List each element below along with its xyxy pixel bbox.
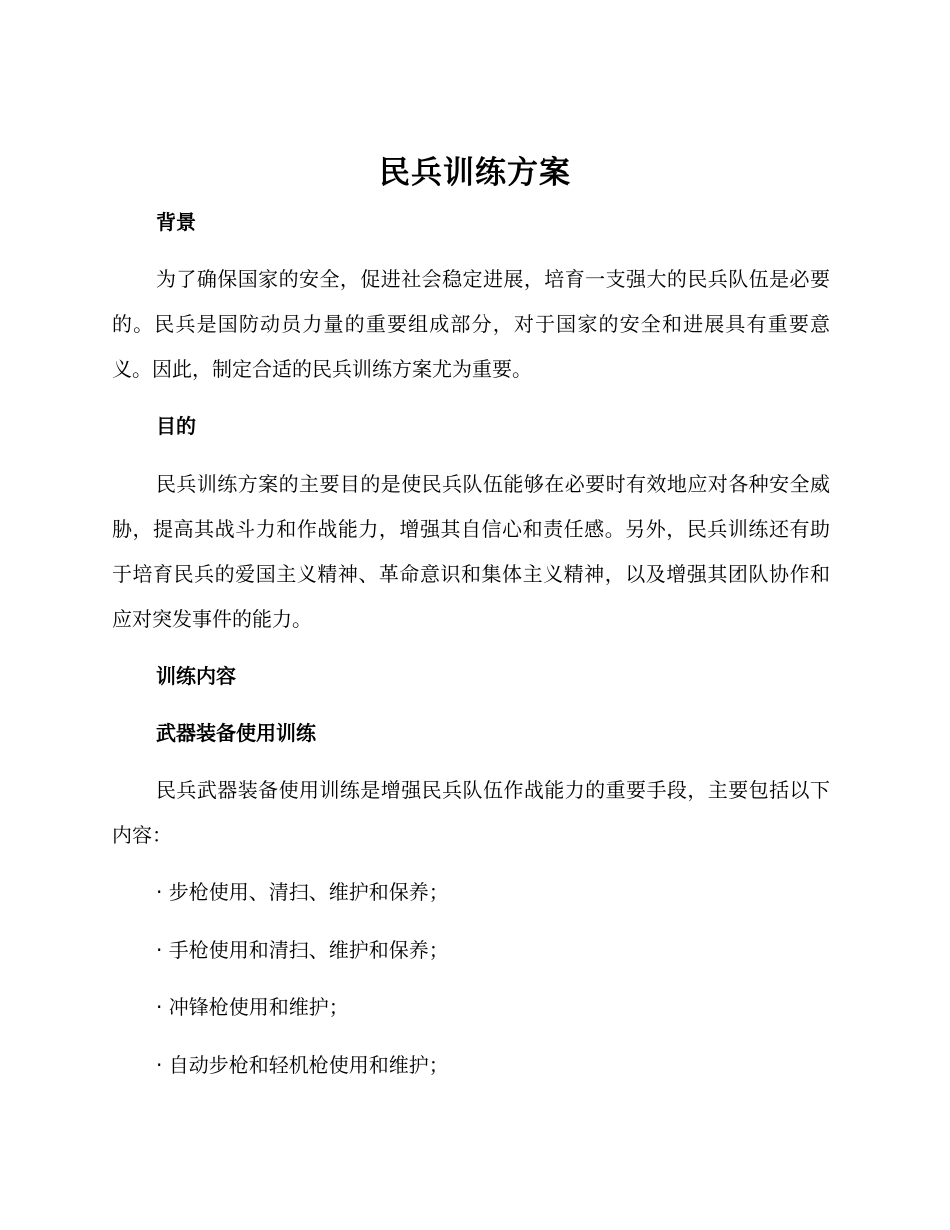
purpose-paragraph: 民兵训练方案的主要目的是使民兵队伍能够在必要时有效地应对各种安全威胁，提高其战斗力和作战能力，增强其自信心和责任感。另外，民兵训练还有助于培育民兵的爱国主义精神、革命意识和集体主义精神，以及增强其团队协作和应对突发事件的能力。 — [112, 472, 830, 631]
list-item: · 步枪使用、清扫、维护和保养； — [156, 880, 449, 904]
list-item: · 冲锋枪使用和维护； — [156, 995, 349, 1019]
training-paragraph: 民兵武器装备使用训练是增强民兵队伍作战能力的重要手段，主要包括以下内容： — [112, 778, 830, 847]
list-item: · 自动步枪和轻机枪使用和维护； — [156, 1053, 449, 1077]
section-heading-purpose: 目的 — [156, 414, 196, 438]
list-item: · 手枪使用和清扫、维护和保养； — [156, 938, 449, 962]
document-title: 民兵训练方案 — [379, 155, 571, 191]
subheading-weapons-training: 武器装备使用训练 — [156, 721, 316, 745]
background-paragraph: 为了确保国家的安全，促进社会稳定进展，培育一支强大的民兵队伍是必要的。民兵是国防动员力量的重要组成部分，对于国家的安全和进展具有重要意义。因此，制定合适的民兵训练方案尤为重要。 — [112, 267, 830, 381]
section-heading-background: 背景 — [156, 210, 196, 234]
section-heading-training: 训练内容 — [156, 664, 236, 688]
